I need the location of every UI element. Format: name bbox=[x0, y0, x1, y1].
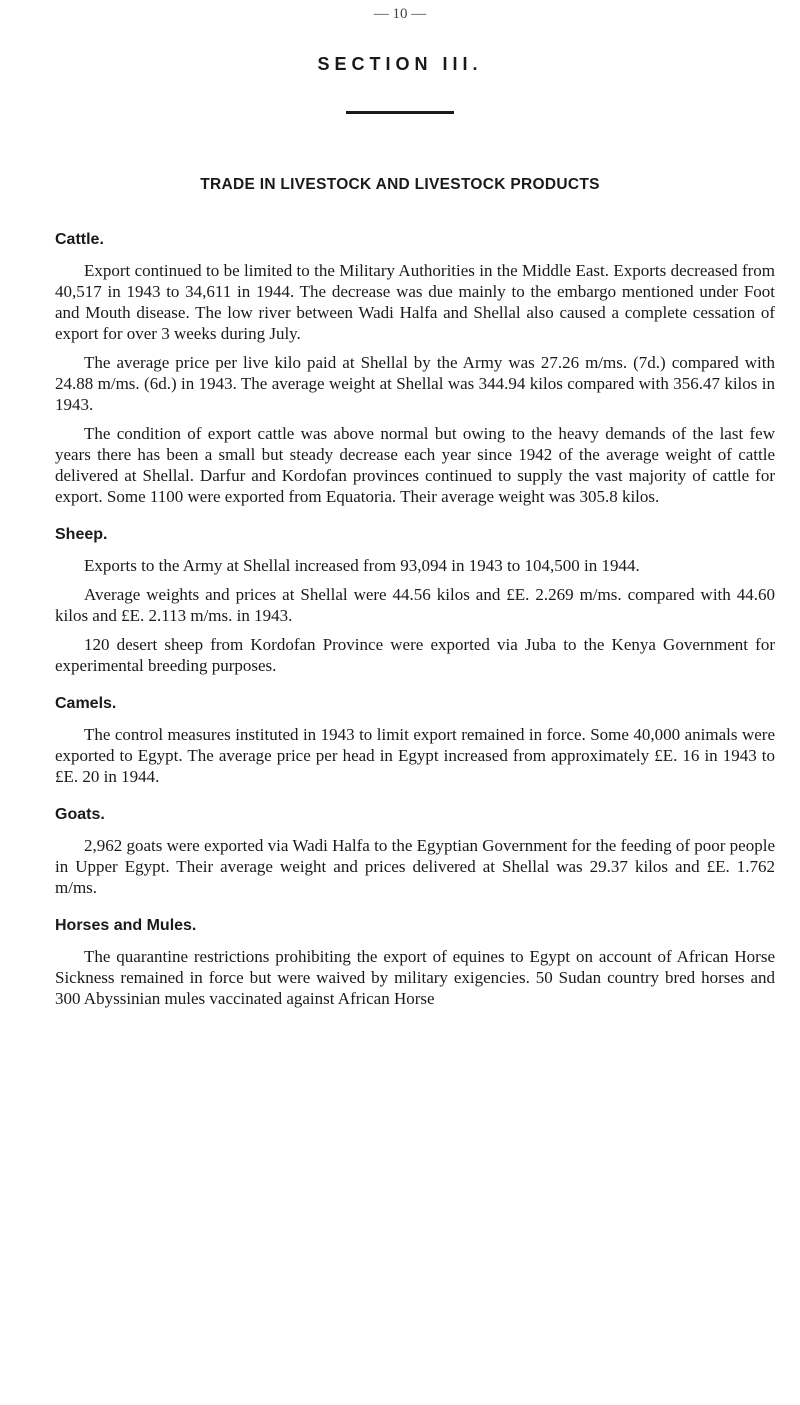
section-horses-and-mules bbox=[55, 916, 775, 1009]
section-heading: Goats. bbox=[55, 806, 105, 823]
paragraph: 120 desert sheep from Kordofan Province were exported via Juba to the Kenya Government for experimental breeding purposes. bbox=[55, 635, 775, 675]
section-cattle bbox=[55, 230, 775, 507]
paragraph: Exports to the Army at Shellal increased from 93,094 in 1943 to 104,500 in 1944. bbox=[84, 556, 640, 575]
paragraph: The control measures instituted in 1943 to limit export remained in force. Some 40,000 animals were exported to Egypt. The average price per head in Egypt increased from approximately £E. 16 in 1943 to £E. 20 in 1944. bbox=[55, 725, 775, 786]
section-sheep bbox=[55, 525, 775, 676]
paragraph: 2,962 goats were exported via Wadi Halfa to the Egyptian Government for the feeding of poor people in Upper Egypt. Their average weight and prices delivered at Shellal was 29.37 kilos and £E. 1.762 m/ms. bbox=[55, 836, 775, 897]
main-heading: TRADE IN LIVESTOCK AND LIVESTOCK PRODUCTS bbox=[200, 176, 600, 193]
section-heading: Cattle. bbox=[55, 231, 104, 248]
title-underline bbox=[346, 111, 454, 114]
section-camels bbox=[55, 694, 775, 787]
section-heading: Sheep. bbox=[55, 526, 108, 543]
paragraph: The quarantine restrictions prohibiting the export of equines to Egypt on account of African Horse Sickness remained in force but were waived by military exigencies. 50 Sudan country bred horses and 300 Abyssinian mules vaccinated against African Horse bbox=[55, 947, 775, 1008]
paragraph: The average price per live kilo paid at Shellal by the Army was 27.26 m/ms. (7d.) compared with 24.88 m/ms. (6d.) in 1943. The average weight at Shellal was 344.94 kilos compared with 356.47 kilos in 1943. bbox=[55, 353, 775, 414]
paragraph: The condition of export cattle was above normal but owing to the heavy demands of the last few years there has been a small but steady decrease each year since 1942 of the average weight of cattle delivered at Shellal. Darfur and Kordofan provinces continued to supply the vast majority of cattle for export. Some 1100 were exported from Equatoria. Their average weight was 305.8 kilos. bbox=[55, 424, 775, 506]
body-content bbox=[55, 230, 775, 1017]
section-title: SECTION III. bbox=[317, 54, 483, 74]
page-number: — 10 — bbox=[373, 6, 427, 22]
section-goats bbox=[55, 805, 775, 898]
paragraph: Average weights and prices at Shellal were 44.56 kilos and £E. 2.269 m/ms. compared with 44.60 kilos and £E. 2.113 m/ms. in 1943. bbox=[55, 585, 775, 625]
section-heading: Horses and Mules. bbox=[55, 917, 197, 934]
section-heading: Camels. bbox=[55, 695, 117, 712]
paragraph: Export continued to be limited to the Military Authorities in the Middle East. Exports decreased from 40,517 in 1943 to 34,611 in 1944. The decrease was due mainly to the embargo mentioned under Foot and Mouth disease. The low river between Wadi Halfa and Shellal also caused a complete cessation of export for over 3 weeks during July. bbox=[55, 261, 775, 343]
